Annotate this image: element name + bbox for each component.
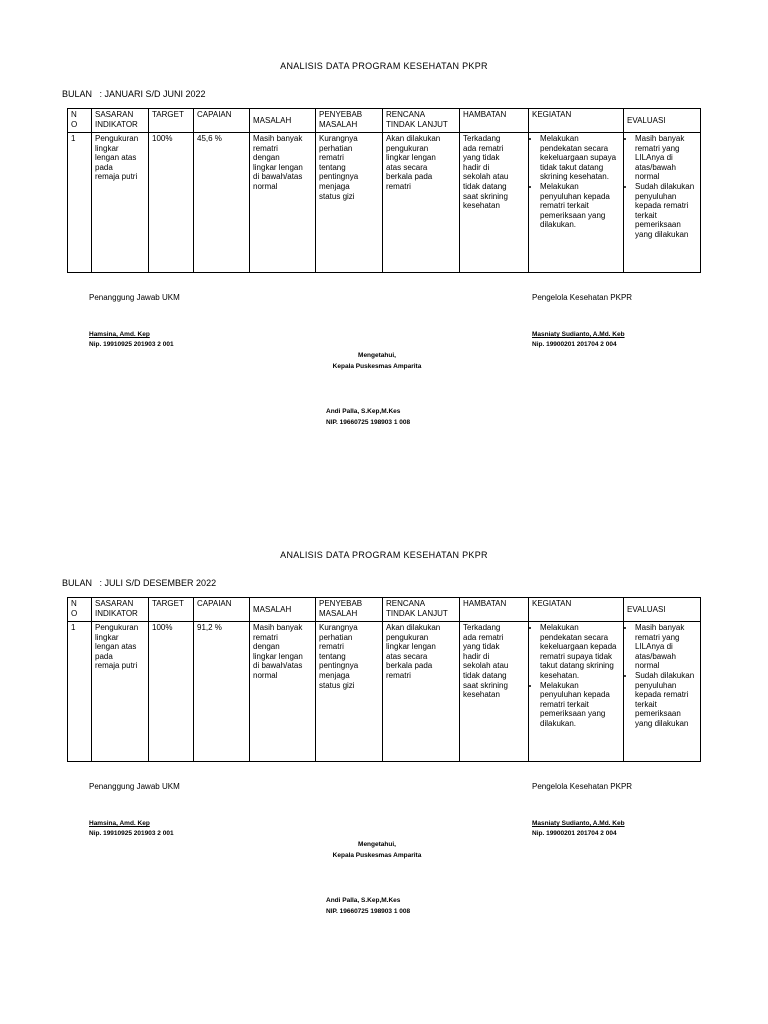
table-header-row [68, 109, 701, 133]
header-sasaran: SASARAN INDIKATOR [92, 109, 149, 133]
cell-sasaran: Pengukuran lingkar lengan atas pada remaja putri [92, 622, 149, 762]
kegiatan-list [532, 134, 620, 230]
bulan-line [62, 89, 206, 99]
kegiatan-list [532, 623, 620, 729]
kegiatan-item: • Melakukan penyuluhan kepada rematri terkait pemeriksaan yang dilakukan. [540, 182, 620, 230]
right-nip: Nip. 19900201 201704 2 004 [532, 341, 617, 348]
header-kegiatan: KEGIATAN [529, 598, 624, 622]
left-name: Hamsina, Amd. Kep [89, 331, 150, 338]
cell-no: 1 [68, 133, 92, 273]
header-target: TARGET [149, 109, 194, 133]
header-no: N O [68, 109, 92, 133]
cell-sasaran: Pengukuran lingkar lengan atas pada remaja putri [92, 133, 149, 273]
kepala-nip: NIP. 19660725 198903 1 008 [326, 419, 411, 426]
header-masalah: MASALAH [250, 598, 316, 622]
cell-rencana: Akan dilakukan pengukuran lingkar lengan atas secara berkala pada rematri [383, 133, 460, 273]
left-role: Penanggung Jawab UKM [89, 293, 180, 302]
table-row [68, 622, 701, 762]
header-capaian: CAPAIAN [194, 598, 250, 622]
kepala-name: Andi Palla, S.Kep,M.Kes [326, 408, 401, 415]
kegiatan-item: • Melakukan pendekatan secara kekeluargaan supaya tidak takut datang skrining kesehatan. [540, 134, 620, 182]
evaluasi-item: • Sudah dilakukan penyuluhan kepada rematri terkait pemeriksaan yang dilakukan [635, 671, 697, 729]
cell-penyebab: Kurangnya perhatian rematri tentang pentingnya menjaga status gizi [316, 133, 383, 273]
right-nip: Nip. 19900201 201704 2 004 [532, 830, 617, 837]
bulan-label: BULAN [62, 89, 93, 99]
kepala-title: Kepala Puskesmas Amparita [332, 852, 422, 859]
header-penyebab: PENYEBAB MASALAH [316, 109, 383, 133]
kegiatan-item: • Melakukan penyuluhan kepada rematri terkait pemeriksaan yang dilakukan. [540, 681, 620, 729]
bulan-value: : JANUARI S/D JUNI 2022 [99, 89, 206, 99]
kepala-title: Kepala Puskesmas Amparita [332, 363, 422, 370]
header-evaluasi: EVALUASI [624, 109, 701, 133]
bulan-line [62, 578, 216, 588]
cell-evaluasi [624, 622, 701, 762]
header-penyebab: PENYEBAB MASALAH [316, 598, 383, 622]
mengetahui: Mengetahui, [358, 352, 396, 359]
report-title: ANALISIS DATA PROGRAM KESEHATAN PKPR [280, 550, 488, 560]
cell-hambatan: Terkadang ada rematri yang tidak hadir di sekolah atau tidak datang saat skrining kesehatan [460, 622, 529, 762]
analysis-table [67, 108, 701, 273]
mengetahui: Mengetahui, [358, 841, 396, 848]
header-rencana: RENCANA TINDAK LANJUT [383, 598, 460, 622]
cell-capaian: 45,6 % [194, 133, 250, 273]
header-no: N O [68, 598, 92, 622]
left-role: Penanggung Jawab UKM [89, 782, 180, 791]
right-name: Masniaty Sudianto, A.Md. Keb [532, 820, 625, 827]
left-nip: Nip. 19910925 201903 2 001 [89, 830, 174, 837]
evaluasi-item: • Masih banyak rematri yang LILAnya di atas/bawah normal [635, 134, 697, 182]
evaluasi-item: • Sudah dilakukan penyuluhan kepada rematri terkait pemeriksaan yang dilakukan [635, 182, 697, 240]
header-evaluasi: EVALUASI [624, 598, 701, 622]
cell-capaian: 91,2 % [194, 622, 250, 762]
cell-target: 100% [149, 622, 194, 762]
kepala-nip: NIP. 19660725 198903 1 008 [326, 908, 411, 915]
cell-hambatan: Terkadang ada rematri yang tidak hadir di sekolah atau tidak datang saat skrining kesehatan [460, 133, 529, 273]
evaluasi-list [627, 623, 697, 729]
bulan-label: BULAN [62, 578, 93, 588]
header-hambatan: HAMBATAN [460, 109, 529, 133]
header-hambatan: HAMBATAN [460, 598, 529, 622]
analysis-table [67, 597, 701, 762]
left-name: Hamsina, Amd. Kep [89, 820, 150, 827]
cell-rencana: Akan dilakukan pengukuran lingkar lengan atas secara berkala pada rematri [383, 622, 460, 762]
cell-masalah: Masih banyak rematri dengan lingkar lengan di bawah/atas normal [250, 133, 316, 273]
right-role: Pengelola Kesehatan PKPR [532, 782, 633, 791]
table-header-row [68, 598, 701, 622]
right-name: Masniaty Sudianto, A.Md. Keb [532, 331, 625, 338]
evaluasi-item: • Masih banyak rematri yang LILAnya di atas/bawah normal [635, 623, 697, 671]
evaluasi-list [627, 134, 697, 240]
report-title: ANALISIS DATA PROGRAM KESEHATAN PKPR [280, 61, 488, 71]
cell-evaluasi [624, 133, 701, 273]
table-row [68, 133, 701, 273]
bulan-value: : JULI S/D DESEMBER 2022 [99, 578, 217, 588]
cell-target: 100% [149, 133, 194, 273]
kepala-name: Andi Palla, S.Kep,M.Kes [326, 897, 401, 904]
header-kegiatan: KEGIATAN [529, 109, 624, 133]
right-role: Pengelola Kesehatan PKPR [532, 293, 633, 302]
cell-penyebab: Kurangnya perhatian rematri tentang pentingnya menjaga status gizi [316, 622, 383, 762]
header-masalah: MASALAH [250, 109, 316, 133]
kegiatan-item: • Melakukan pendekatan secara kekeluargaan kepada rematri supaya tidak takut datang skrining kesehatan. [540, 623, 620, 681]
left-nip: Nip. 19910925 201903 2 001 [89, 341, 174, 348]
header-target: TARGET [149, 598, 194, 622]
cell-no: 1 [68, 622, 92, 762]
header-capaian: CAPAIAN [194, 109, 250, 133]
cell-kegiatan [529, 133, 624, 273]
header-rencana: RENCANA TINDAK LANJUT [383, 109, 460, 133]
cell-kegiatan [529, 622, 624, 762]
cell-masalah: Masih banyak rematri dengan lingkar lengan di bawah/atas normal [250, 622, 316, 762]
header-sasaran: SASARAN INDIKATOR [92, 598, 149, 622]
